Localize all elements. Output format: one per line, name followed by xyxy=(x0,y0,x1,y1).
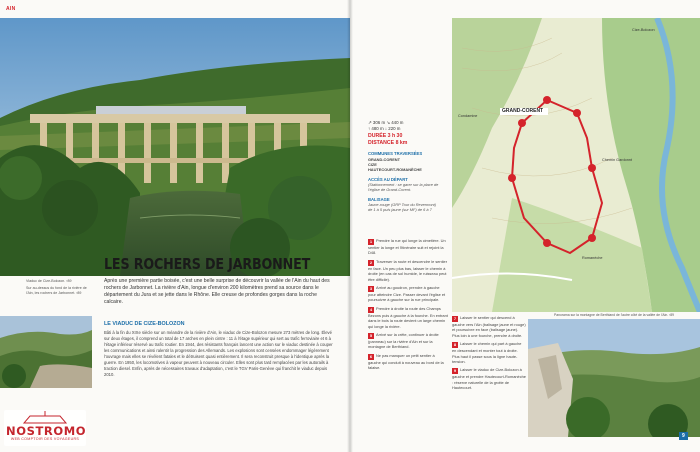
viaduct-subheading: LE VIADUC DE CIZE-BOLOZON xyxy=(104,321,185,327)
hike-map xyxy=(452,18,700,312)
marking-text: Jaune-rouge (GRP Tour du Revermont) de 1 à 5 puis jaune (sur MF) de 6 à 7 xyxy=(368,202,437,213)
step-number: 6 xyxy=(369,353,373,359)
step-item xyxy=(368,238,448,256)
step-number: 3 xyxy=(369,285,373,291)
access-label: ACCÈS AU DÉPART xyxy=(368,176,408,182)
communes-label: COMMUNES TRAVERSÉES xyxy=(368,151,423,157)
step-text: Laisser le viaduc de Cize-Bolozon à gauche et prendre Hautecourt-Romanèche : réserve naturelle de la grotte de Hautecourt. xyxy=(452,367,526,391)
distance-value: 8 km xyxy=(395,140,408,147)
marking-label: BALISAGE xyxy=(368,196,390,202)
step-number: 1 xyxy=(369,239,373,244)
step-number: 2 xyxy=(369,259,373,265)
main-photo-caption: Viaduc de Cize-Bolozon. ›89 xyxy=(26,279,72,283)
step-item xyxy=(368,353,448,371)
map-label-cize: Cize-Bolozon xyxy=(632,28,655,32)
elevation-gain: ↗ 306 m ↘ 440 m xyxy=(368,120,404,125)
page-number: 9 xyxy=(679,432,688,440)
map-label-romaneche: Romanèche xyxy=(582,256,603,260)
step-text: Ne pas manquer un petit sentier à gauche qui conduit à nouveau au bord de la falaise. xyxy=(368,352,444,371)
viaduct-photo xyxy=(0,18,350,276)
step-text: Traverser la route et descendre le sentier en face. Un peu plus bas, laisser le chemin à droite (en cas de sol humide, le ruisseau peut être difficile). xyxy=(368,258,448,282)
book-gutter xyxy=(347,0,353,452)
article-lead: Après une première partie boisée, c'est une belle surprise de découvrir la vallée de l'Ain du haut des rochers de Jarbonnet. La rivière d'Ain, longue d'environ 200 kilomètres prend sa source dans le département du Jura et se jette dans le Rhône. Elle creuse de profondes gorges dans la roche calcaire. xyxy=(104,278,330,306)
hike-info-box xyxy=(368,120,440,213)
step-number: 8 xyxy=(453,342,457,348)
panorama-illustration xyxy=(528,319,700,437)
duration-value: 3 h 30 xyxy=(387,132,403,139)
distance-row xyxy=(368,140,440,147)
step-item xyxy=(452,367,526,390)
step-number: 4 xyxy=(369,306,373,312)
step-item xyxy=(368,259,448,282)
steps-column-1 xyxy=(368,238,448,373)
step-text: Laisser le chemin qui part à gauche en descendant et monter tout à droite. Plus haut il passe sous la ligne haute-tension. xyxy=(452,341,522,364)
altitude-range: ↑ 480 m ↓ 220 m xyxy=(368,126,401,132)
access-text: (Stationnement : se garer sur la place de l'église de Grand-Corent. xyxy=(368,182,439,193)
duration-label: DURÉE xyxy=(368,132,387,139)
panorama-photo xyxy=(528,319,700,437)
viaduct-illustration xyxy=(0,18,350,276)
step-text: Arrivé sur la crête, continuer à droite (panneau) sur la rivière d'Ain et sur la montagne de Berthiand. xyxy=(368,331,439,350)
small-photo-caption: Sur au-dessus du fond de la rivière de l'Ain, les rochers de Jarbonnet. ›89 xyxy=(26,286,87,295)
step-text: Laisser le sentier qui descend à gauche vers l'Ain (balisage jaune et rouge) et poursuivre en face (balisage jaune). Plus loin à une fourche, prendre à droite. xyxy=(452,315,526,338)
valley-photo xyxy=(0,316,92,388)
step-text: Prendre la rue qui longe la cimetière. Un sentier la longe et l'itinéraire suit et rejoint la D48. xyxy=(368,238,446,256)
article-title: LES ROCHERS DE JARBONNET xyxy=(104,255,311,273)
step-item xyxy=(452,341,526,364)
step-item xyxy=(452,315,526,338)
step-number: 5 xyxy=(369,332,373,338)
map-label-chemin: Chemin Gardonnt xyxy=(602,158,632,162)
step-number: 9 xyxy=(453,368,457,374)
valley-illustration xyxy=(0,316,92,388)
map-label-grand-corent: GRAND-CORENT xyxy=(502,108,544,114)
step-text: Prendre à droite la route des Champs Bezons puis à gauche à la fourche. En entrant dans le bois la route devient un large chemin qui longe la rivière. xyxy=(368,305,448,329)
logo-name: NOSTROMO xyxy=(6,424,87,438)
distance-label: DISTANCE xyxy=(368,140,395,147)
logo-tagline: WEB COMPTOIR DES VOYAGEURS xyxy=(10,437,80,441)
step-item xyxy=(368,332,448,350)
step-item xyxy=(368,306,448,329)
communes-list: GRAND-CORENT CIZE HAUTECOURT-ROMANÈCHE xyxy=(368,156,422,173)
duration-row xyxy=(368,133,440,140)
step-item xyxy=(368,285,448,303)
right-photo-caption: Panorama sur la montagne de Berthiand de l'autre côté de la vallée de l'Ain. ›89 xyxy=(554,313,675,317)
topo-map-illustration xyxy=(452,18,700,312)
section-tab: AIN xyxy=(6,6,16,12)
step-number: 7 xyxy=(453,316,457,321)
steps-column-2 xyxy=(452,315,526,394)
viaduct-body-text: Bâti à la fin du XIXe siècle sur un méandre de la rivière d'Ain, le viaduc de Cize-Bolozon mesure 273 mètres de long. Élevé sur deux étages, il comprend un total de 17 arches en plein cintre : 11 à l'étage supérieur qui sert au trafic ferroviaire et 6 à l'étage inférieur réservé au trafic routier. En 1944, des résistants français lancent une action sur le viaduc destinée à couper les communications et ainsi ralentir la progression des Allemands. Les explosions sont censées endommager légèrement l'ouvrage mais elles se révèlent fatales et le détruisent quasi entièrement. Il sera reconstruit presque à l'identique après la guerre. En 1950, les locomotives à vapeur peuvent à nouveau circuler. Elles sont plus tard remplacées par les autorails à traction diesel. Enfin, après de nécessaires travaux d'adaptation, c'est le TGV Paris-Genève qui franchit le viaduc depuis 2010. xyxy=(104,330,333,377)
step-text: Arrivé au goudron, prendre à gauche pour atteindre Cize. Passer devant l'église et poursuivre à gauche sur la rue principale. xyxy=(368,284,446,303)
map-label-condamine: Condamine xyxy=(458,114,478,118)
